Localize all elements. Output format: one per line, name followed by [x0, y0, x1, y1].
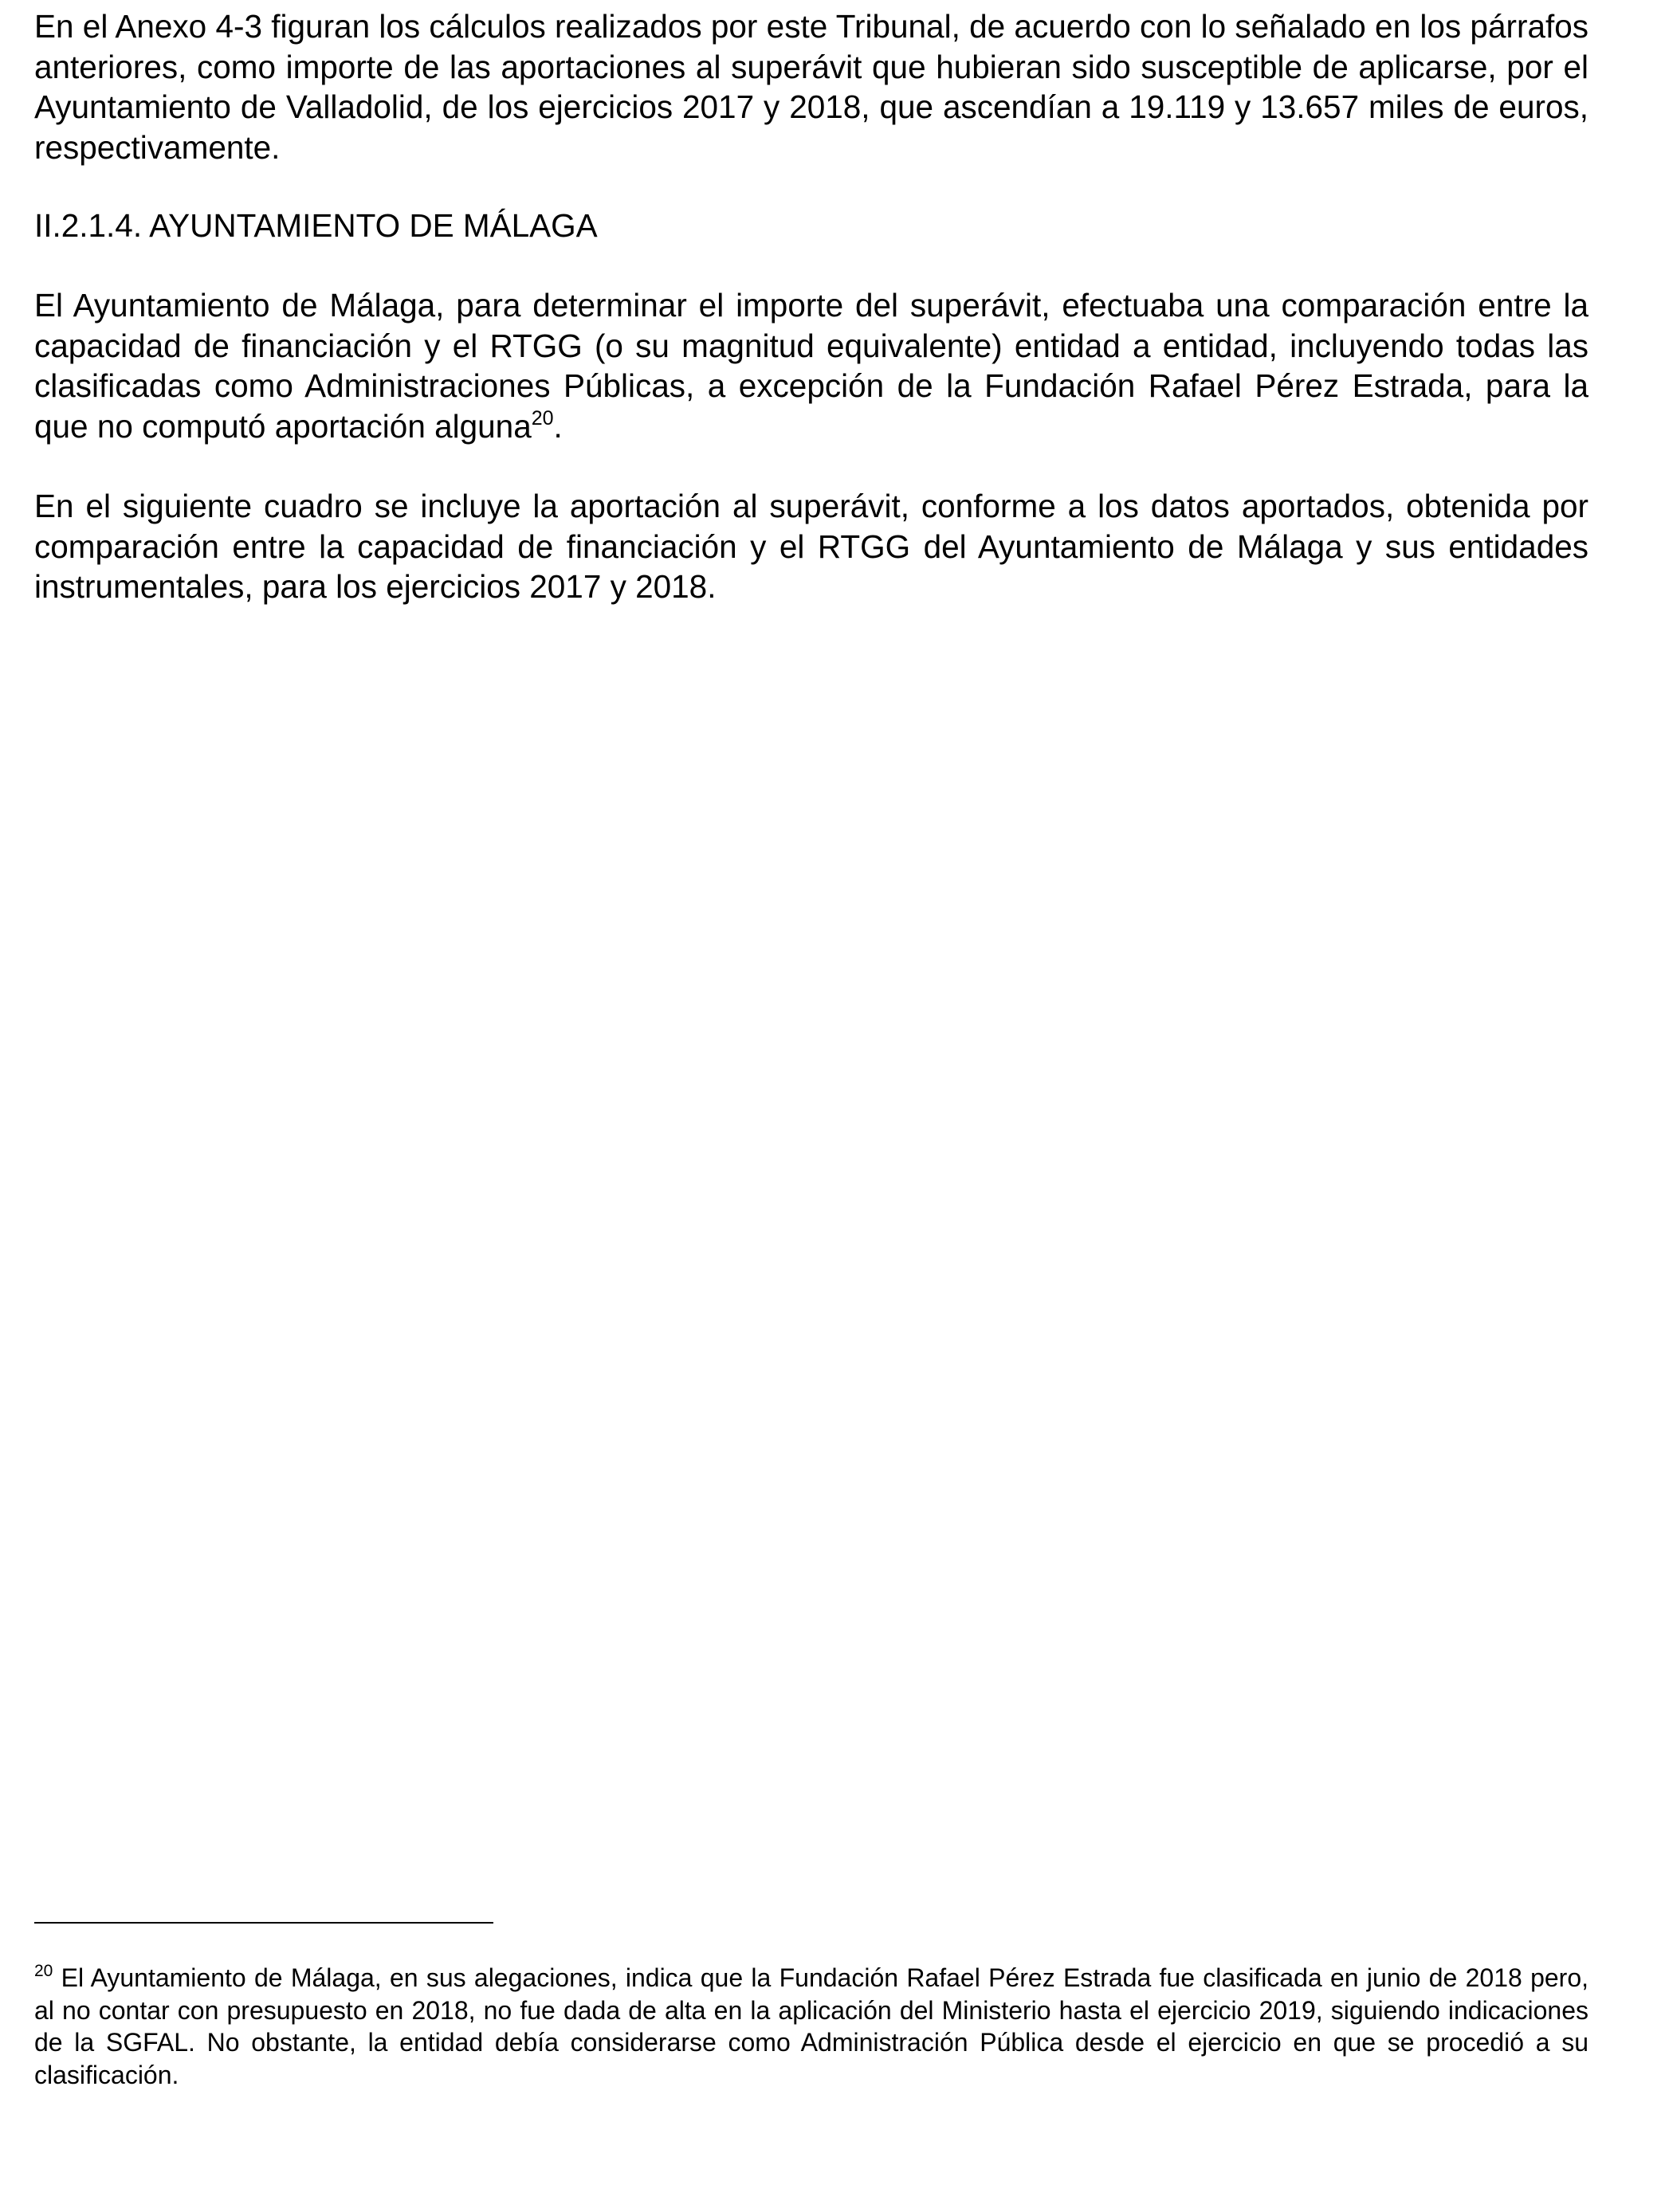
section-heading-text: II.2.1.4. AYUNTAMIENTO DE MÁLAGA: [34, 207, 598, 244]
footnote-number: 20: [34, 1962, 53, 1980]
footnote-20: [34, 1962, 1588, 2091]
paragraph-cuadro-intro-text: En el siguiente cuadro se incluye la aportación al superávit, conforme a los datos aportados, obtenida por comparación entre la capacidad de financiación y el RTGG del Ayuntamiento de Málaga y sus entidades instrumentales, para los ejercicios 2017 y 2018.: [34, 488, 1588, 605]
paragraph-malaga-superavit-text: El Ayuntamiento de Málaga, para determinar el importe del superávit, efectuaba una comparación entre la capacidad de financiación y el RTGG (o su magnitud equivalente) entidad a entidad, incluyendo todas las clasificadas como Administraciones Públicas, a excepción de la Fundación Rafael Pérez Estrada, para la que no computó aportación alguna: [34, 287, 1588, 445]
paragraph-malaga-superavit: [34, 285, 1588, 446]
footnote-reference-20[interactable]: 20: [531, 406, 554, 429]
paragraph-cuadro-intro: [34, 486, 1588, 607]
footnote-separator: [34, 1922, 493, 1924]
paragraph-malaga-superavit-end: .: [553, 407, 563, 445]
footnote-text: El Ayuntamiento de Málaga, en sus alegaciones, indica que la Fundación Rafael Pérez Estrada fue clasificada en junio de 2018 pero, al no contar con presupuesto en 2018, no fue dada de alta en la aplicación del Ministerio hasta el ejercicio 2019, siguiendo indicaciones de la SGFAL. No obstante, la entidad debía considerarse como Administración Pública desde el ejercicio en que se procedió a su clasificación.: [34, 1963, 1588, 2089]
section-heading-malaga: [34, 206, 1588, 246]
paragraph-anexo-valladolid: [34, 6, 1588, 167]
paragraph-anexo-valladolid-text: En el Anexo 4-3 figuran los cálculos realizados por este Tribunal, de acuerdo con lo señalado en los párrafos anteriores, como importe de las aportaciones al superávit que hubieran sido susceptible de aplicarse, por el Ayuntamiento de Valladolid, de los ejercicios 2017 y 2018, que ascendían a 19.119 y 13.657 miles de euros, respectivamente.: [34, 8, 1588, 166]
